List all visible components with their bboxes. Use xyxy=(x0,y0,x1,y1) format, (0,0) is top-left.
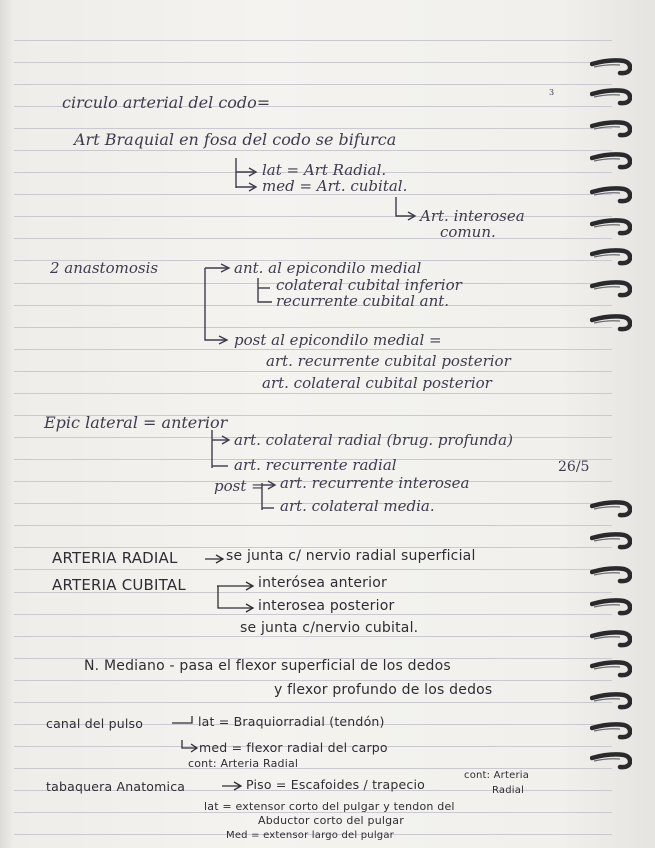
interosea-comun-1: Art. interosea xyxy=(420,207,525,225)
epic-lateral-post-sub2: art. colateral media. xyxy=(280,497,435,515)
arteria-cubital-sub1: interósea anterior xyxy=(258,575,387,591)
arteria-cubital-label: ARTERIA CUBITAL xyxy=(52,576,186,594)
epic-lateral-label: Epic lateral = anterior xyxy=(44,413,228,432)
arteria-cubital-sub2: interosea posterior xyxy=(258,598,395,614)
anastomosis-ant: ant. al epicondilo medial xyxy=(234,259,422,277)
interosea-comun-2: comun. xyxy=(440,223,496,241)
tabaquera-cont-1: cont: Arteria xyxy=(464,770,530,781)
tabaquera-lat-2: Abductor corto del pulgar xyxy=(258,814,404,827)
canal-pulso-med: med = flexor radial del carpo xyxy=(199,740,388,755)
tabaquera-piso: Piso = Escafoides / trapecio xyxy=(246,777,425,792)
epic-lateral-sub2: art. recurrente radial xyxy=(234,456,397,474)
epic-lateral-post-sub1: art. recurrente interosea xyxy=(280,474,470,492)
date-note: 26/5 xyxy=(558,459,590,475)
mediano-line1: N. Mediano - pasa el flexor superficial de los dedos xyxy=(84,658,451,674)
tabaquera-lat-1: lat = extensor corto del pulgar y tendon del xyxy=(204,800,455,813)
canal-pulso-cont: cont: Arteria Radial xyxy=(188,757,299,770)
mediano-line2: y flexor profundo de los dedos xyxy=(274,682,493,698)
tabaquera-label: tabaquera Anatomica xyxy=(46,779,186,794)
arteria-radial-text: se junta c/ nervio radial superficial xyxy=(226,548,476,564)
anastomosis-post-sub2: art. colateral cubital posterior xyxy=(262,374,492,392)
anastomosis-label: 2 anastomosis xyxy=(50,259,159,277)
page-mark: 3 xyxy=(549,88,555,97)
epic-lateral-sub1: art. colateral radial (brug. profunda) xyxy=(234,431,513,449)
braquial-line: Art Braquial en fosa del codo se bifurca xyxy=(74,130,397,149)
arteria-cubital-sub3: se junta c/nervio cubital. xyxy=(240,620,419,636)
note-title: circulo arterial del codo= xyxy=(62,93,271,112)
anastomosis-ant-sub1: colateral cubital inferior xyxy=(276,276,462,294)
anastomosis-ant-sub2: recurrente cubital ant. xyxy=(276,292,450,310)
tabaquera-cont-2: Radial xyxy=(492,785,525,796)
anastomosis-post: post al epicondilo medial = xyxy=(234,331,442,349)
epic-lateral-post-label: post = xyxy=(214,477,264,495)
canal-pulso-label: canal del pulso xyxy=(46,716,144,731)
anastomosis-post-sub1: art. recurrente cubital posterior xyxy=(266,352,511,370)
arteria-radial-label: ARTERIA RADIAL xyxy=(52,549,178,567)
tabaquera-med: Med = extensor largo del pulgar xyxy=(226,830,394,841)
canal-pulso-lat: lat = Braquiorradial (tendón) xyxy=(198,714,385,729)
braquial-branch-med: med = Art. cubital. xyxy=(262,177,408,195)
braquial-branch-lat: lat = Art Radial. xyxy=(262,161,387,179)
